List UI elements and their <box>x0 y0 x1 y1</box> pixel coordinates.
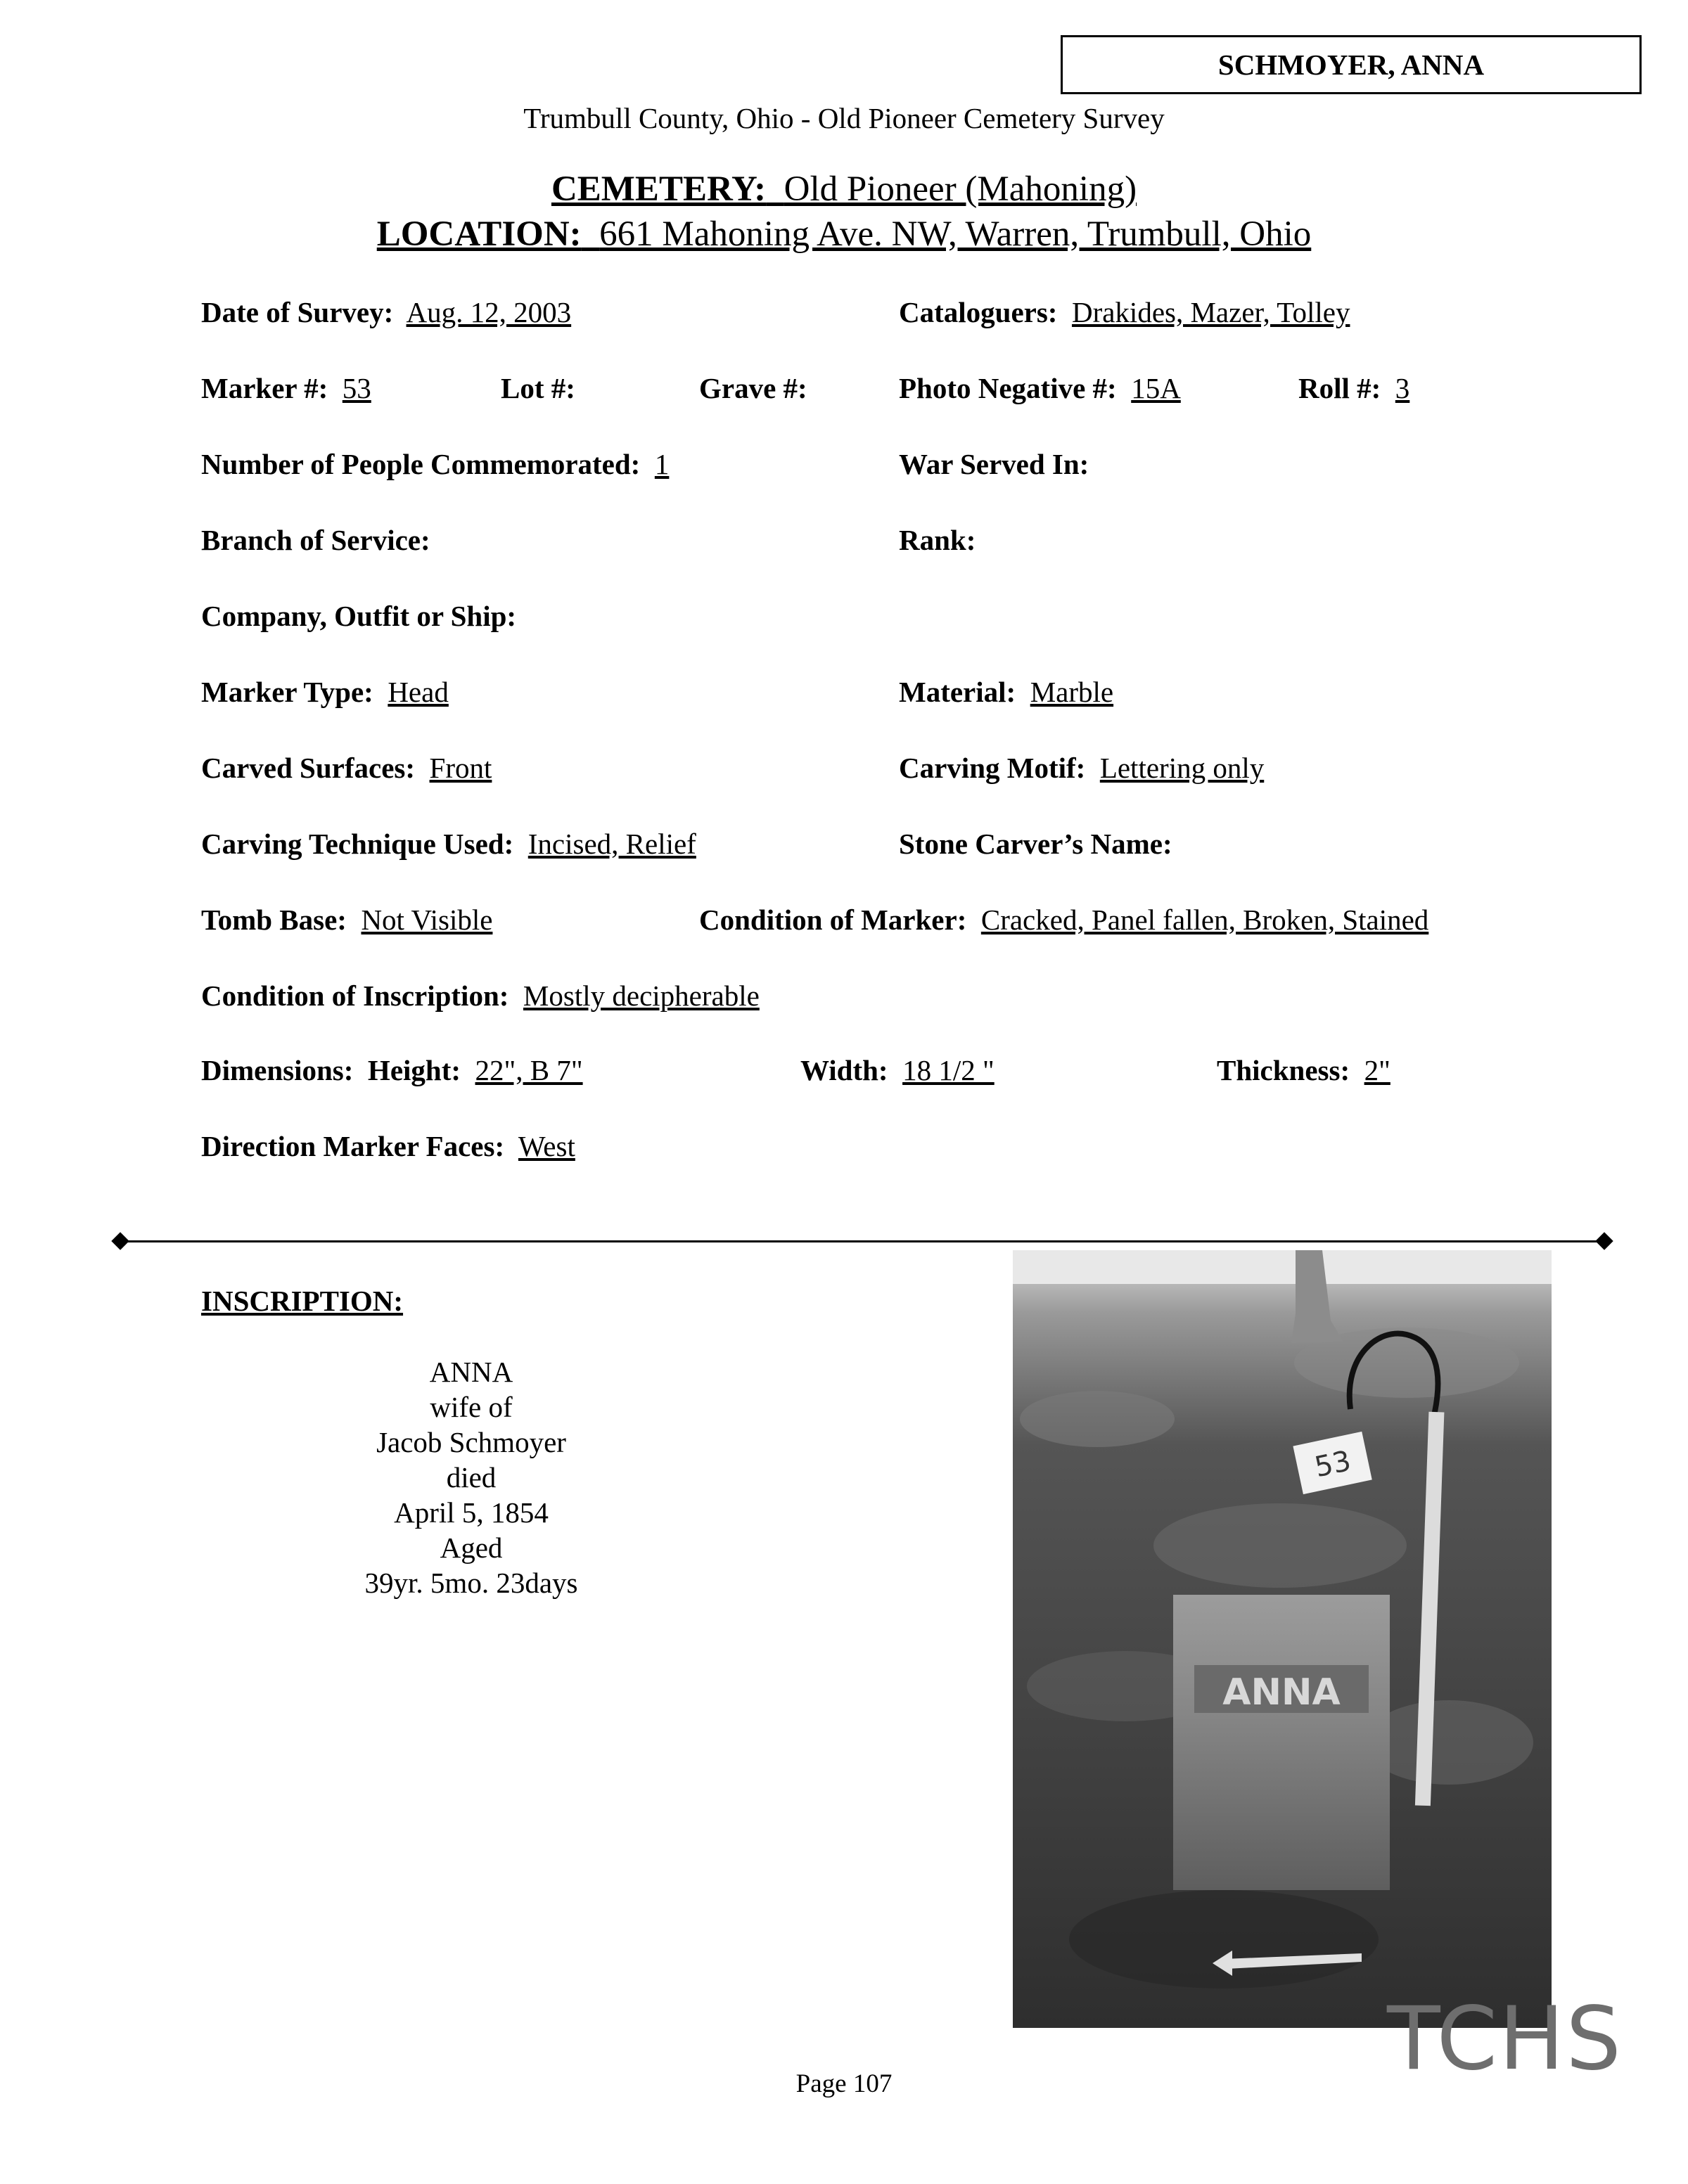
marker-number-label: Marker #: <box>201 372 328 404</box>
cataloguers-value: Drakides, Mazer, Tolley <box>1071 296 1350 328</box>
carved-surfaces-label: Carved Surfaces: <box>201 752 416 784</box>
location-value: 661 Mahoning Ave. NW, Warren, Trumbull, Ohio <box>599 214 1312 254</box>
inscription-line: Jacob Schmoyer <box>376 1426 566 1458</box>
tomb-base-field <box>201 903 492 937</box>
survey-title: Trumbull County, Ohio - Old Pioneer Cemetery Survey <box>523 102 1165 134</box>
carved-surfaces-field <box>201 751 492 785</box>
people-label: Number of People Commemorated: <box>201 448 641 480</box>
company-label: Company, Outfit or Ship: <box>201 600 517 632</box>
dimensions-label: Dimensions: <box>201 1054 354 1086</box>
photo-tag-number: 53 <box>1312 1444 1354 1484</box>
inscription-line: Aged <box>440 1531 503 1564</box>
photo-negative-value: 15A <box>1131 372 1181 404</box>
war-label: War Served In: <box>899 448 1089 480</box>
inscription-condition-label: Condition of Inscription: <box>201 979 509 1012</box>
width-label: Width: <box>800 1054 888 1086</box>
survey-date-field <box>201 295 571 329</box>
inscription-line: ANNA <box>429 1356 513 1388</box>
height-value: 22", B 7" <box>475 1054 583 1086</box>
inscription-line: April 5, 1854 <box>394 1496 549 1529</box>
row-inscription-condition <box>201 979 1580 1021</box>
location-heading <box>0 214 1688 255</box>
inscription-line: wife of <box>430 1391 513 1423</box>
roll-value: 3 <box>1395 372 1410 404</box>
roll-label: Roll #: <box>1298 372 1381 404</box>
divider-right-diamond-icon <box>1595 1232 1613 1250</box>
name-box: SCHMOYER, ANNA <box>1061 35 1642 94</box>
cataloguers-label: Cataloguers: <box>899 296 1058 328</box>
tchs-watermark: TCHS <box>1387 1989 1623 2090</box>
row-marker-type <box>201 675 1580 717</box>
cemetery-value: Old Pioneer (Mahoning) <box>784 169 1137 209</box>
thickness-label: Thickness: <box>1217 1054 1350 1086</box>
row-carved <box>201 751 1580 793</box>
inscription-text <box>295 1354 647 1600</box>
tomb-base-label: Tomb Base: <box>201 904 347 936</box>
height-field <box>201 1053 583 1087</box>
photo-negative-label: Photo Negative #: <box>899 372 1117 404</box>
condition-field <box>699 903 1428 937</box>
branch-label: Branch of Service: <box>201 524 430 556</box>
inscription-condition-value: Mostly decipherable <box>523 979 760 1012</box>
rank-field <box>899 523 976 557</box>
cemetery-label: CEMETERY: <box>551 169 767 209</box>
inscription-line: 39yr. 5mo. 23days <box>364 1567 578 1599</box>
condition-label: Condition of Marker: <box>699 904 967 936</box>
company-field <box>201 599 516 633</box>
thickness-value: 2" <box>1364 1054 1390 1086</box>
marker-type-field <box>201 675 449 709</box>
lot-field <box>501 371 575 405</box>
war-field <box>899 447 1089 481</box>
material-label: Material: <box>899 676 1016 708</box>
inscription-condition-field <box>201 979 760 1013</box>
survey-date-label: Date of Survey: <box>201 296 394 328</box>
grave-field <box>699 371 807 405</box>
row-date <box>201 295 1580 338</box>
people-value: 1 <box>654 448 670 480</box>
rank-label: Rank: <box>899 524 976 556</box>
lot-label: Lot #: <box>501 372 575 404</box>
gravestone-photo-image <box>1013 1250 1552 2028</box>
marker-type-value: Head <box>388 676 449 708</box>
cataloguers-field <box>899 295 1350 329</box>
row-dimensions <box>201 1053 1580 1096</box>
inscription-title: INSCRIPTION: <box>201 1285 404 1317</box>
page-number: Page 107 <box>795 2069 893 2098</box>
survey-date-value: Aug. 12, 2003 <box>406 296 572 328</box>
row-tomb <box>201 903 1580 945</box>
branch-field <box>201 523 430 557</box>
marker-number-value: 53 <box>342 372 371 404</box>
thickness-field <box>1217 1053 1390 1087</box>
row-branch <box>201 523 1580 565</box>
material-field <box>899 675 1113 709</box>
inscription-line: died <box>446 1461 497 1494</box>
carver-field <box>899 827 1172 861</box>
carving-motif-value: Lettering only <box>1099 752 1265 784</box>
people-field <box>201 447 669 481</box>
gravestone-photo <box>1013 1250 1552 2028</box>
carving-motif-field <box>899 751 1264 785</box>
location-label: LOCATION: <box>376 214 582 254</box>
technique-label: Carving Technique Used: <box>201 828 514 860</box>
divider-left-diamond-icon <box>111 1232 129 1250</box>
carver-label: Stone Carver’s Name: <box>899 828 1172 860</box>
row-marker <box>201 371 1580 413</box>
row-direction <box>201 1129 1580 1171</box>
height-label: Height: <box>367 1054 461 1086</box>
width-field <box>800 1053 995 1087</box>
technique-field <box>201 827 696 861</box>
condition-value: Cracked, Panel fallen, Broken, Stained <box>980 904 1429 936</box>
row-company <box>201 599 1580 641</box>
photo-negative-field <box>899 371 1181 405</box>
cemetery-heading <box>0 169 1688 210</box>
direction-field <box>201 1129 575 1163</box>
direction-label: Direction Marker Faces: <box>201 1130 505 1162</box>
row-people <box>201 447 1580 489</box>
tomb-base-value: Not Visible <box>361 904 493 936</box>
carved-surfaces-value: Front <box>429 752 492 784</box>
technique-value: Incised, Relief <box>528 828 696 860</box>
marker-type-label: Marker Type: <box>201 676 373 708</box>
photo-stone-text: ANNA <box>1222 1671 1341 1714</box>
section-divider <box>120 1240 1611 1242</box>
grave-label: Grave #: <box>699 372 807 404</box>
marker-number-field <box>201 371 371 405</box>
carving-motif-label: Carving Motif: <box>899 752 1086 784</box>
material-value: Marble <box>1030 676 1114 708</box>
width-value: 18 1/2 " <box>902 1054 995 1086</box>
roll-field <box>1298 371 1409 405</box>
row-technique <box>201 827 1580 869</box>
direction-value: West <box>518 1130 575 1162</box>
